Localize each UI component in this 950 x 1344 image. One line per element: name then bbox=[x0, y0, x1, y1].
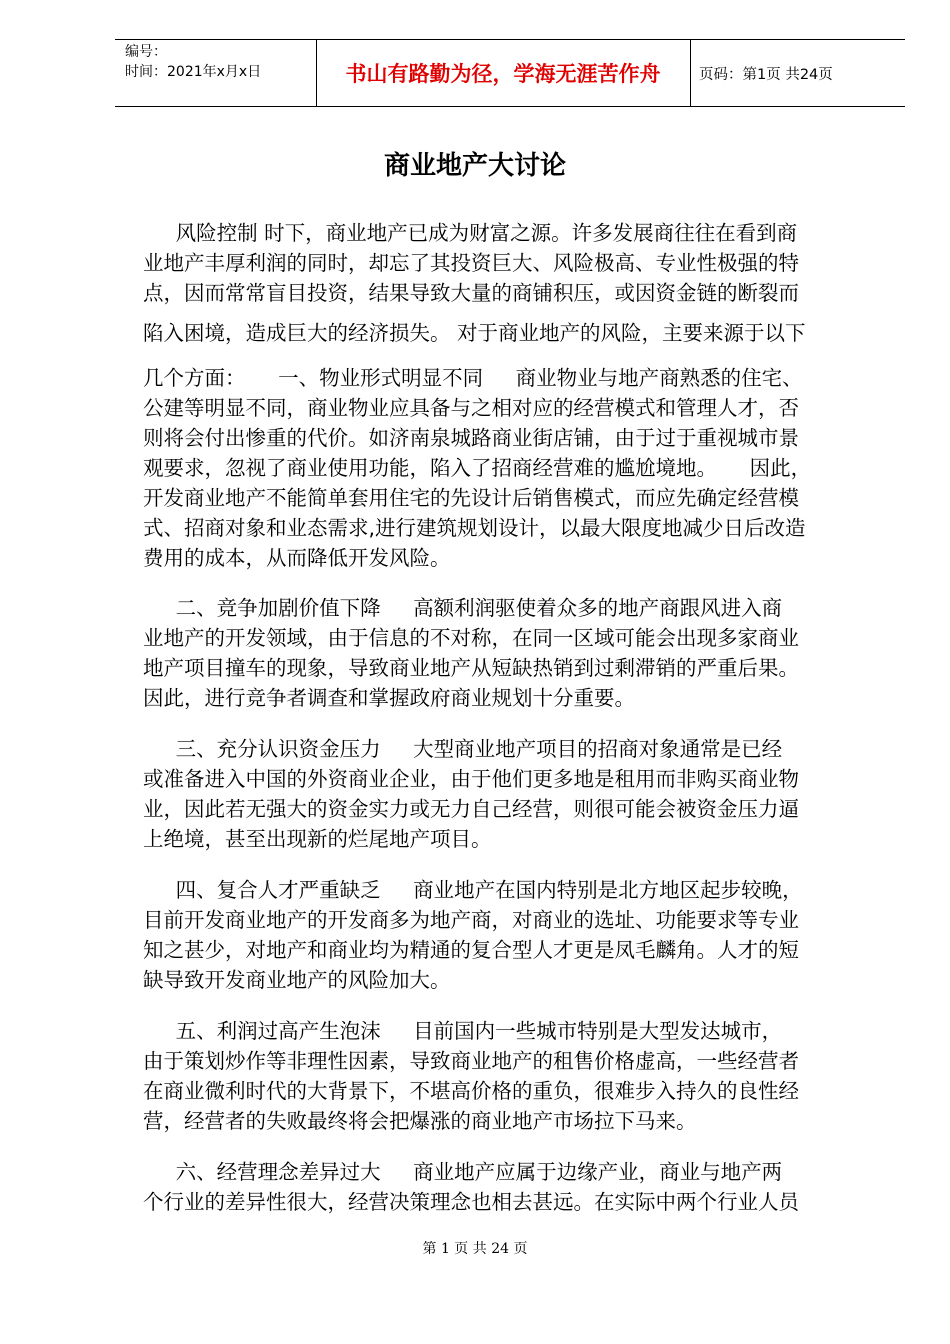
text-line: 由于策划炒作等非理性因素，导致商业地产的租售价格虚高，一些经营者 bbox=[143, 1049, 799, 1073]
text-line: 六、经营理念差异过大 商业地产应属于边缘产业，商业与地产两 bbox=[143, 1160, 783, 1184]
text-line: 二、竞争加剧价值下降 高额利润驱使着众多的地产商跟风进入商 bbox=[143, 596, 783, 620]
text-line: 个行业的差异性很大，经营决策理念也相去甚远。在实际中两个行业人员 bbox=[143, 1190, 799, 1214]
header-page-info: 页码：第1页 共24页 bbox=[699, 66, 833, 83]
paragraph bbox=[143, 363, 863, 573]
header-motto: 书山有路勤为径，学海无涯苦作舟 bbox=[345, 61, 661, 86]
text-line: 业地产丰厚利润的同时，却忘了其投资巨大、风险极高、专业性极强的特 bbox=[143, 251, 799, 275]
paragraph bbox=[143, 1016, 863, 1136]
text-line: 费用的成本，从而降低开发风险。 bbox=[143, 546, 451, 570]
text-line: 观要求，忽视了商业使用功能，陷入了招商经营难的尴尬境地。 因此， bbox=[143, 456, 812, 480]
text-line: 公建等明显不同，商业物业应具备与之相对应的经营模式和管理人才，否 bbox=[143, 396, 799, 420]
text-line: 业，因此若无强大的资金实力或无力自己经营，则很可能会被资金压力逼 bbox=[143, 797, 799, 821]
paragraph bbox=[143, 318, 863, 348]
document-title: 商业地产大讨论 bbox=[383, 151, 566, 181]
header-meta bbox=[125, 42, 261, 82]
document-header bbox=[115, 39, 905, 107]
text-line: 则将会付出惨重的代价。如济南泉城路商业街店铺，由于过于重视城市景 bbox=[143, 426, 799, 450]
text-line: 在商业微利时代的大背景下，不堪高价格的重负，很难步入持久的良性经 bbox=[143, 1079, 799, 1103]
text-line: 目前开发商业地产的开发商多为地产商，对商业的选址、功能要求等专业 bbox=[143, 908, 799, 932]
header-divider bbox=[690, 40, 691, 106]
text-line: 式、招商对象和业态需求,进行建筑规划设计，以最大限度地减少日后改造 bbox=[143, 516, 806, 540]
paragraph bbox=[143, 875, 863, 995]
time-label: 时间：2021年x月x日 bbox=[125, 64, 262, 80]
code-label: 编号： bbox=[125, 44, 167, 60]
text-line: 五、利润过高产生泡沫 目前国内一些城市特别是大型发达城市， bbox=[143, 1019, 783, 1043]
paragraph bbox=[143, 218, 863, 308]
text-line: 缺导致开发商业地产的风险加大。 bbox=[143, 968, 451, 992]
page-footer: 第 1 页 共 24 页 bbox=[422, 1241, 528, 1257]
text-line: 或准备进入中国的外资商业企业，由于他们更多地是租用而非购买商业物 bbox=[143, 767, 799, 791]
paragraph bbox=[143, 593, 863, 713]
text-line: 开发商业地产不能简单套用住宅的先设计后销售模式，而应先确定经营模 bbox=[143, 486, 799, 510]
text-line: 四、复合人才严重缺乏 商业地产在国内特别是北方地区起步较晚， bbox=[143, 878, 803, 902]
text-line: 地产项目撞车的现象，导致商业地产从短缺热销到过剩滞销的严重后果。 bbox=[143, 656, 799, 680]
text-line: 营，经营者的失败最终将会把爆涨的商业地产市场拉下马来。 bbox=[143, 1109, 697, 1133]
paragraph bbox=[143, 734, 863, 854]
text-line: 点，因而常常盲目投资，结果导致大量的商铺积压，或因资金链的断裂而 bbox=[143, 281, 799, 305]
text-line: 风险控制 时下，商业地产已成为财富之源。许多发展商往往在看到商 bbox=[143, 221, 798, 245]
text-line: 业地产的开发领域，由于信息的不对称，在同一区域可能会出现多家商业 bbox=[143, 626, 799, 650]
text-line: 因此，进行竞争者调查和掌握政府商业规划十分重要。 bbox=[143, 686, 635, 710]
text-line: 陷入困境，造成巨大的经济损失。 对于商业地产的风险，主要来源于以下 bbox=[143, 321, 806, 345]
text-line: 知之甚少，对地产和商业均为精通的复合型人才更是凤毛麟角。人才的短 bbox=[143, 938, 799, 962]
text-line: 三、充分认识资金压力 大型商业地产项目的招商对象通常是已经 bbox=[143, 737, 783, 761]
paragraph bbox=[143, 1157, 863, 1217]
text-line: 上绝境，甚至出现新的烂尾地产项目。 bbox=[143, 827, 492, 851]
text-line: 几个方面： 一、物业形式明显不同 商业物业与地产商熟悉的住宅、 bbox=[143, 366, 803, 390]
